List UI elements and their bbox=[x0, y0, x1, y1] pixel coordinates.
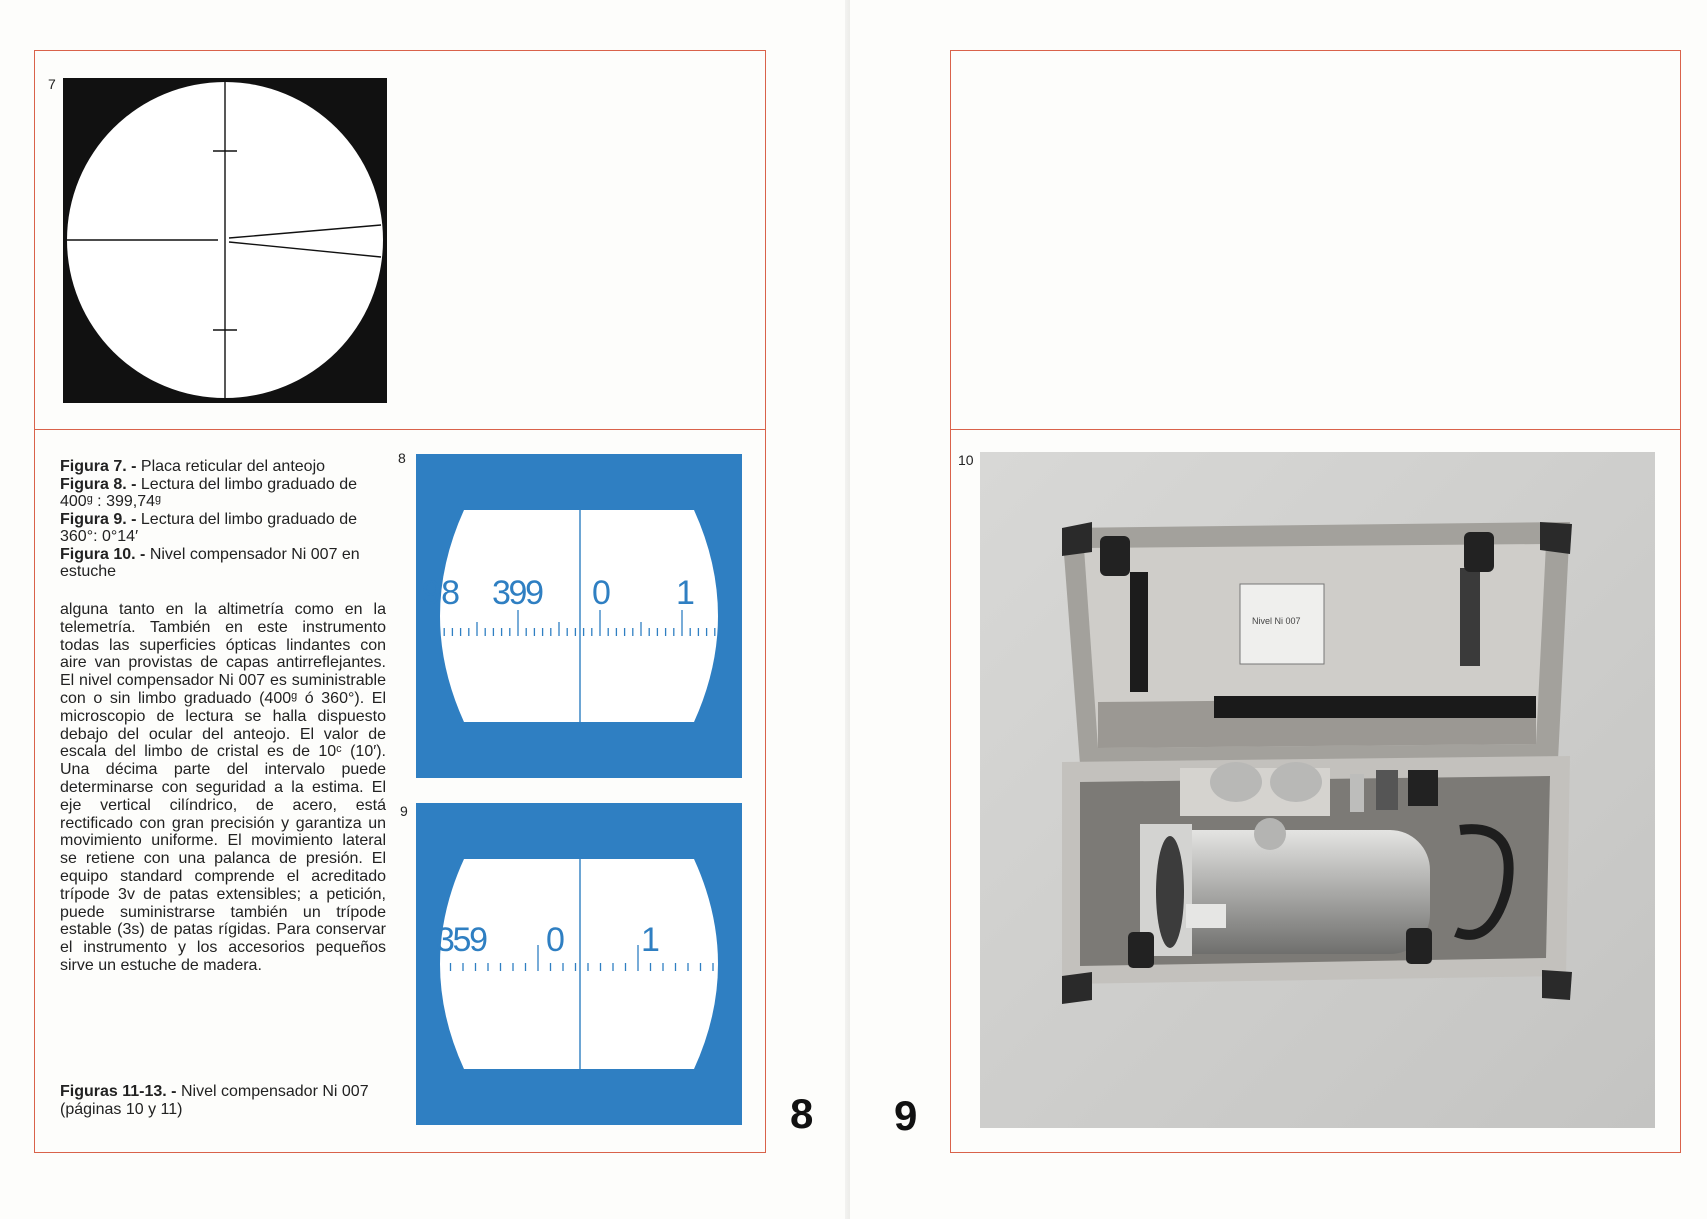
caption-figura-8: Figura 8. - Lectura del limbo graduado de 400ᵍ : 399,74ᵍ bbox=[60, 475, 358, 510]
right-page bbox=[850, 0, 1707, 1219]
right-page-divider bbox=[950, 429, 1681, 430]
caption-figura-10: Figura 10. - Nivel compensador Ni 007 en estuche bbox=[60, 545, 360, 580]
figure-8-label-98: 98 bbox=[422, 574, 460, 612]
figure-7-number: 7 bbox=[48, 76, 56, 92]
caption-figura-9: Figura 9. - Lectura del limbo graduado de 360°: 0°14′ bbox=[60, 510, 358, 545]
figure-8-label-1: 1 bbox=[676, 574, 695, 612]
case-sheet-label: Nivel Ni 007 bbox=[1252, 616, 1301, 626]
figure-9-number: 9 bbox=[400, 803, 408, 819]
figure-10-photo-case bbox=[980, 452, 1655, 1128]
body-text: alguna tanto en la altimetría como en la telemetría. También en este instrumento todas las superficies ópticas lindantes con aire van provistas de capas antirreflejantes. El nivel compensador Ni 007 es suministrable con o sin limbo graduado (400ᵍ ó 360°). El microscopio de lectura se halla dispuesto debajo del ocular del anteojo. El valor de escala del limbo de cristal es de 10ᶜ (10′). Una décima parte del intervalo puede determinarse con seguridad a la estima. El eje vertical cilíndrico, de acero, está rectificado con gran precisión y garantiza un movimiento uniforme. El movimiento lateral se retiene con una palanca de presión. El equipo standard comprende el acreditado trípode 3v de patas extensibles; a petición, puede suministrarse también un trípode estable (3s) de patas rígidas. Para conservar el instrumento y los accesorios pequeños sirve un estuche de madera. bbox=[60, 601, 386, 974]
figure-10-number: 10 bbox=[958, 452, 974, 468]
footer-caption: Figuras 11-13. - Nivel compensador Ni 007 (páginas 10 y 11) bbox=[60, 1083, 369, 1118]
figure-9-label-359: 359 bbox=[436, 921, 488, 959]
figure-9-scale-reading bbox=[416, 803, 742, 1125]
left-page-divider bbox=[34, 429, 766, 430]
figure-8-number: 8 bbox=[398, 450, 406, 466]
figure-7-reticle bbox=[63, 78, 387, 403]
left-page bbox=[0, 0, 850, 1219]
figure-9-label-0: 0 bbox=[546, 921, 565, 959]
figure-8-scale-reading bbox=[416, 454, 742, 778]
figure-9-label-1: 1 bbox=[641, 921, 660, 959]
figure-8-label-0: 0 bbox=[592, 574, 611, 612]
figure-captions bbox=[60, 458, 390, 581]
caption-figura-7: Figura 7. - Placa reticular del anteojo bbox=[60, 458, 326, 475]
page-number-right: 9 bbox=[894, 1092, 918, 1139]
page-number-left: 8 bbox=[790, 1090, 814, 1137]
figure-8-label-399: 399 bbox=[492, 574, 544, 612]
